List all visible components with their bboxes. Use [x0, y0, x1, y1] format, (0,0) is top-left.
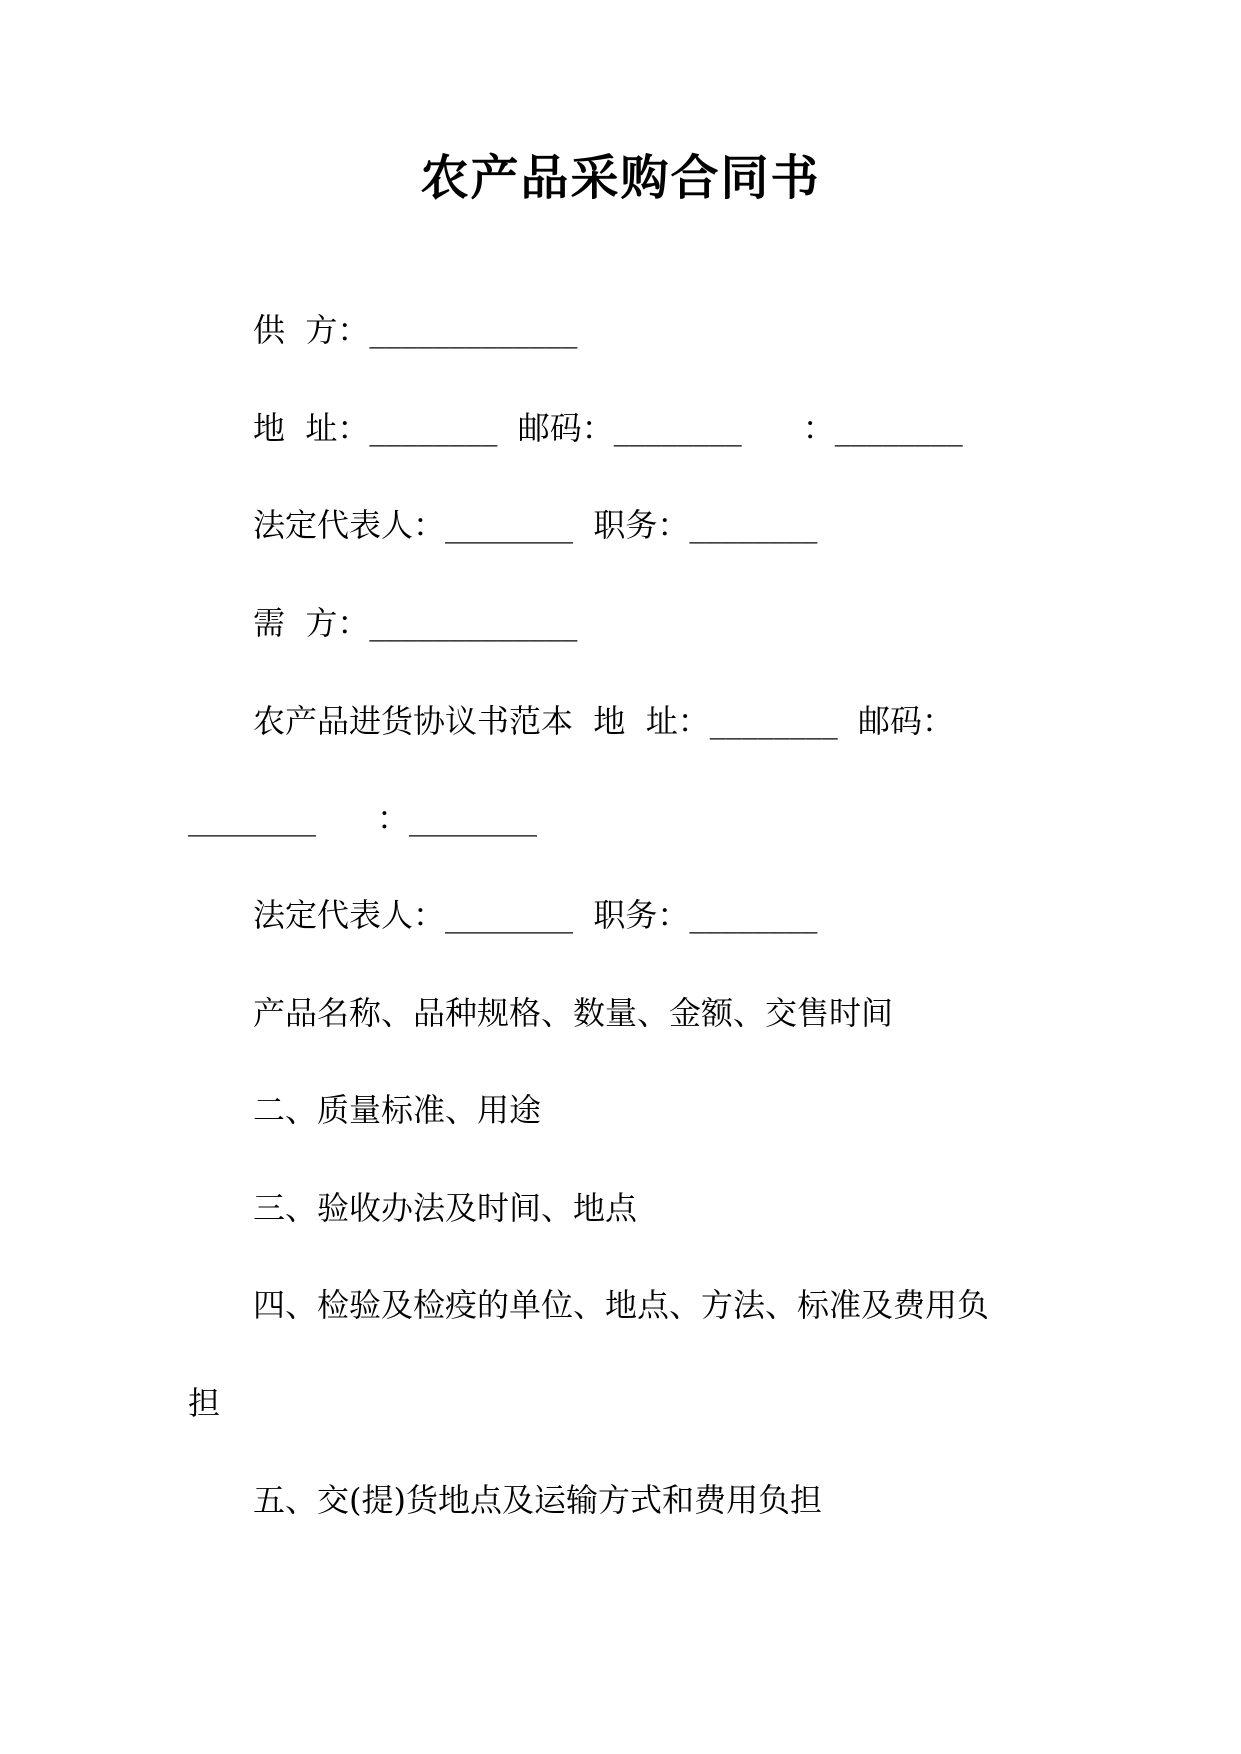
- buyer-line: 需 方：_____________: [253, 604, 578, 642]
- buyer-address-line-continued: ________ ：________: [188, 799, 538, 837]
- clause-4-continued: 担: [188, 1384, 221, 1422]
- supplier-address-line: 地 址：________ 邮码：________ ：________: [253, 409, 963, 447]
- clause-1: 产品名称、品种规格、数量、金额、交售时间: [253, 994, 894, 1032]
- supplier-representative-line: 法定代表人：________ 职务：________: [253, 506, 818, 544]
- clause-2: 二、质量标准、用途: [253, 1091, 542, 1129]
- buyer-address-line: 农产品进货协议书范本 地 址：________ 邮码：: [253, 702, 955, 740]
- clause-4: 四、检验及检疫的单位、地点、方法、标准及费用负: [253, 1286, 990, 1324]
- supplier-line: 供 方：_____________: [253, 311, 578, 349]
- buyer-representative-line: 法定代表人：________ 职务：________: [253, 896, 818, 934]
- clause-5: 五、交(提)货地点及运输方式和费用负担: [253, 1481, 822, 1519]
- clause-3: 三、验收办法及时间、地点: [253, 1189, 638, 1227]
- document-title: 农产品采购合同书: [420, 150, 821, 206]
